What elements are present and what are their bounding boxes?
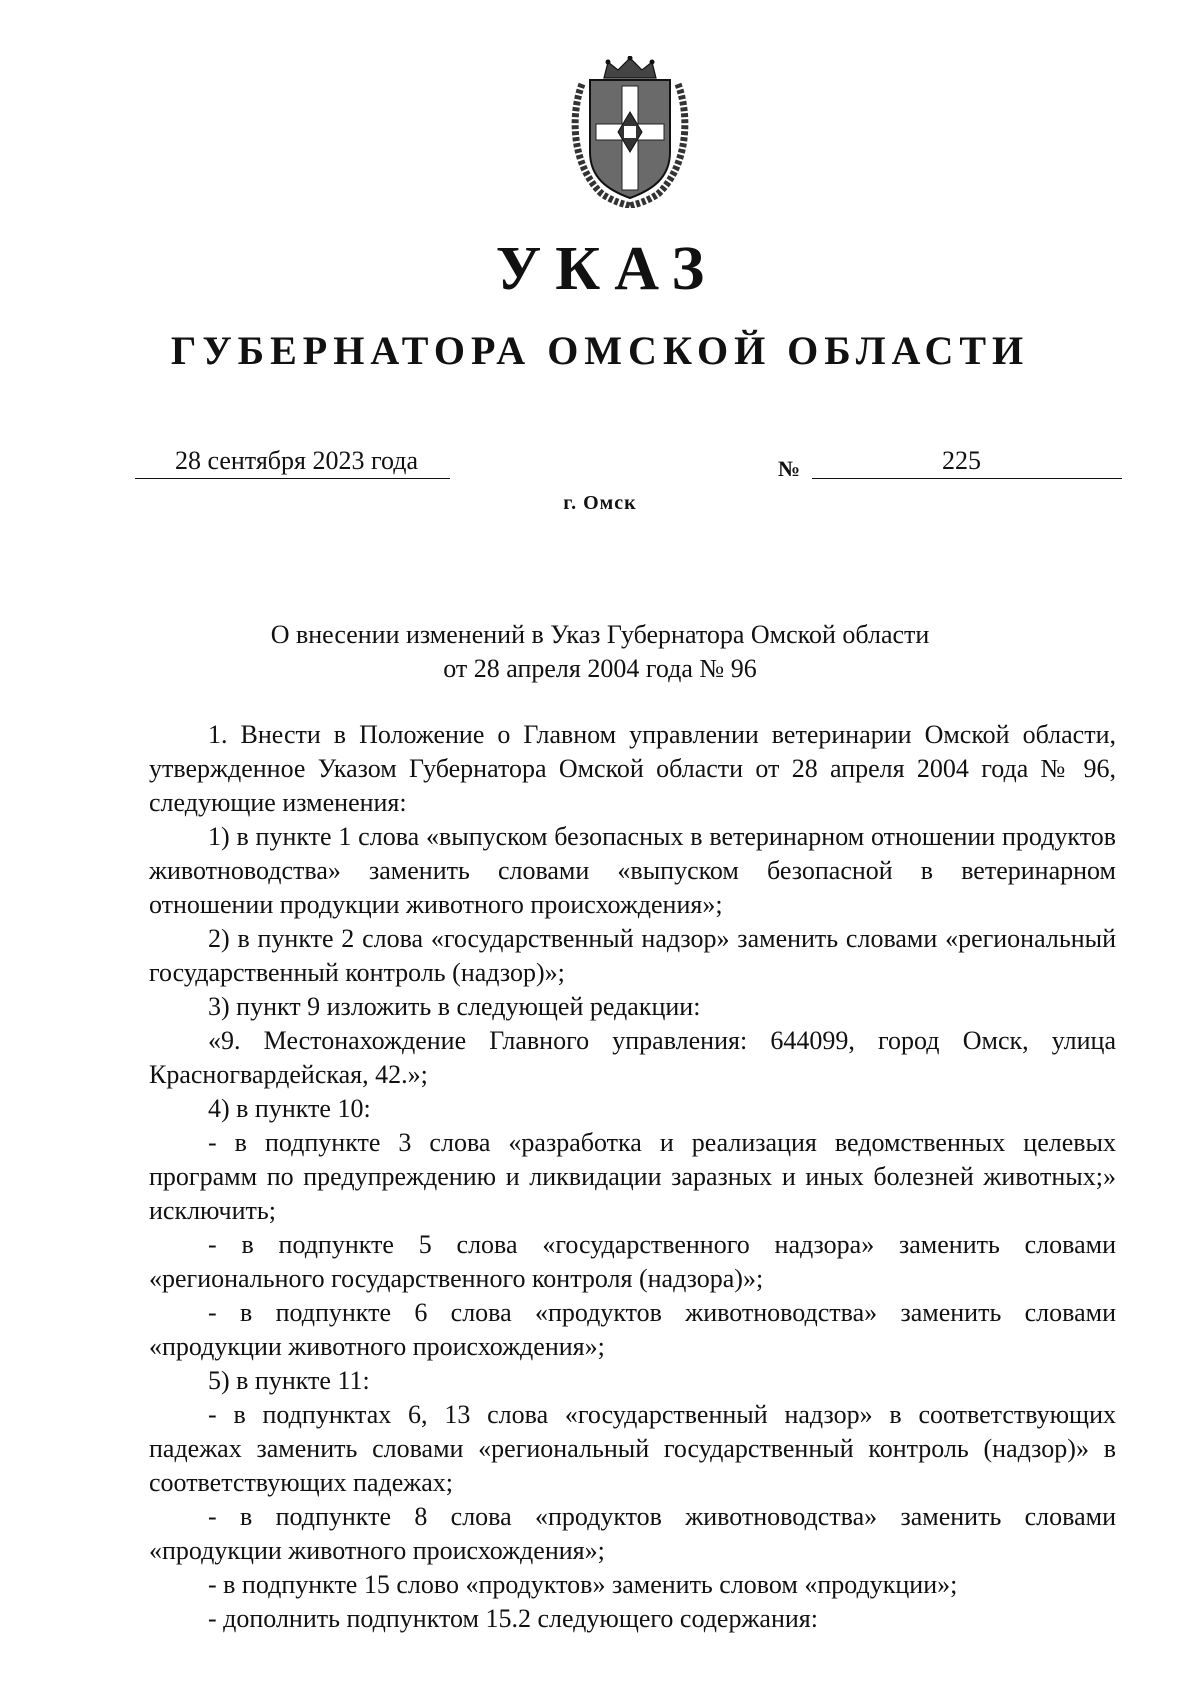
paragraph: 1) в пункте 1 слова «выпуском безопасных в ветеринарном отношении продуктов животноводства» заменить словами «выпуском безопасной в ветеринарном отношении продукции животного происхождения»; bbox=[149, 822, 1116, 919]
document-number: 225 bbox=[942, 446, 981, 475]
document-heading bbox=[0, 618, 1200, 686]
paragraph: 2) в пункте 2 слова «государственный надзор» заменить словами «региональный государственный контроль (надзор)»; bbox=[149, 924, 1116, 987]
document-title: УКАЗ bbox=[495, 235, 719, 303]
number-field bbox=[812, 448, 1122, 479]
paragraph: - дополнить подпунктом 15.2 следующего содержания: bbox=[208, 1604, 818, 1633]
document-body bbox=[149, 718, 1116, 1636]
date-field bbox=[135, 448, 450, 479]
paragraph: - в подпунктах 6, 13 слова «государственный надзор» в соответствующих падежах заменить словами «региональный государственный контроль (надзор)» в соответствующих падежах; bbox=[149, 1400, 1116, 1497]
paragraph: - в подпункте 5 слова «государственного надзора» заменить словами «регионального государственного контроля (надзора)»; bbox=[149, 1230, 1116, 1293]
paragraph: 5) в пункте 11: bbox=[208, 1366, 370, 1395]
document-date: 28 сентября 2023 года bbox=[175, 446, 419, 475]
document-city: г. Омск bbox=[563, 492, 637, 514]
paragraph: - в подпункте 15 слово «продуктов» заменить словом «продукции»; bbox=[208, 1570, 958, 1599]
paragraph: «9. Местонахождение Главного управления: 644099, город Омск, улица Красногвардейская, 42.»; bbox=[149, 1026, 1116, 1089]
heading-line-1: О внесении изменений в Указ Губернатора Омской области bbox=[270, 620, 930, 649]
paragraph: - в подпункте 8 слова «продуктов животноводства» заменить словами «продукции животного происхождения»; bbox=[149, 1502, 1116, 1565]
number-sign: № bbox=[778, 456, 801, 481]
document-subtitle: ГУБЕРНАТОРА ОМСКОЙ ОБЛАСТИ bbox=[170, 328, 1030, 373]
paragraph: 1. Внести в Положение о Главном управлении ветеринарии Омской области, утвержденное Указом Губернатора Омской области от 28 апреля 2004 года № 96, следующие изменения: bbox=[149, 720, 1116, 817]
paragraph: - в подпункте 6 слова «продуктов животноводства» заменить словами «продукции животного происхождения»; bbox=[149, 1298, 1116, 1361]
heading-line-2: от 28 апреля 2004 года № 96 bbox=[443, 654, 757, 683]
paragraph: 4) в пункте 10: bbox=[208, 1094, 371, 1123]
paragraph: 3) пункт 9 изложить в следующей редакции: bbox=[208, 992, 701, 1021]
omsk-region-coat-of-arms-icon bbox=[568, 56, 692, 208]
paragraph: - в подпункте 3 слова «разработка и реализация ведомственных целевых программ по предупреждению и ликвидации заразных и иных болезней животных;» исключить; bbox=[149, 1128, 1116, 1225]
